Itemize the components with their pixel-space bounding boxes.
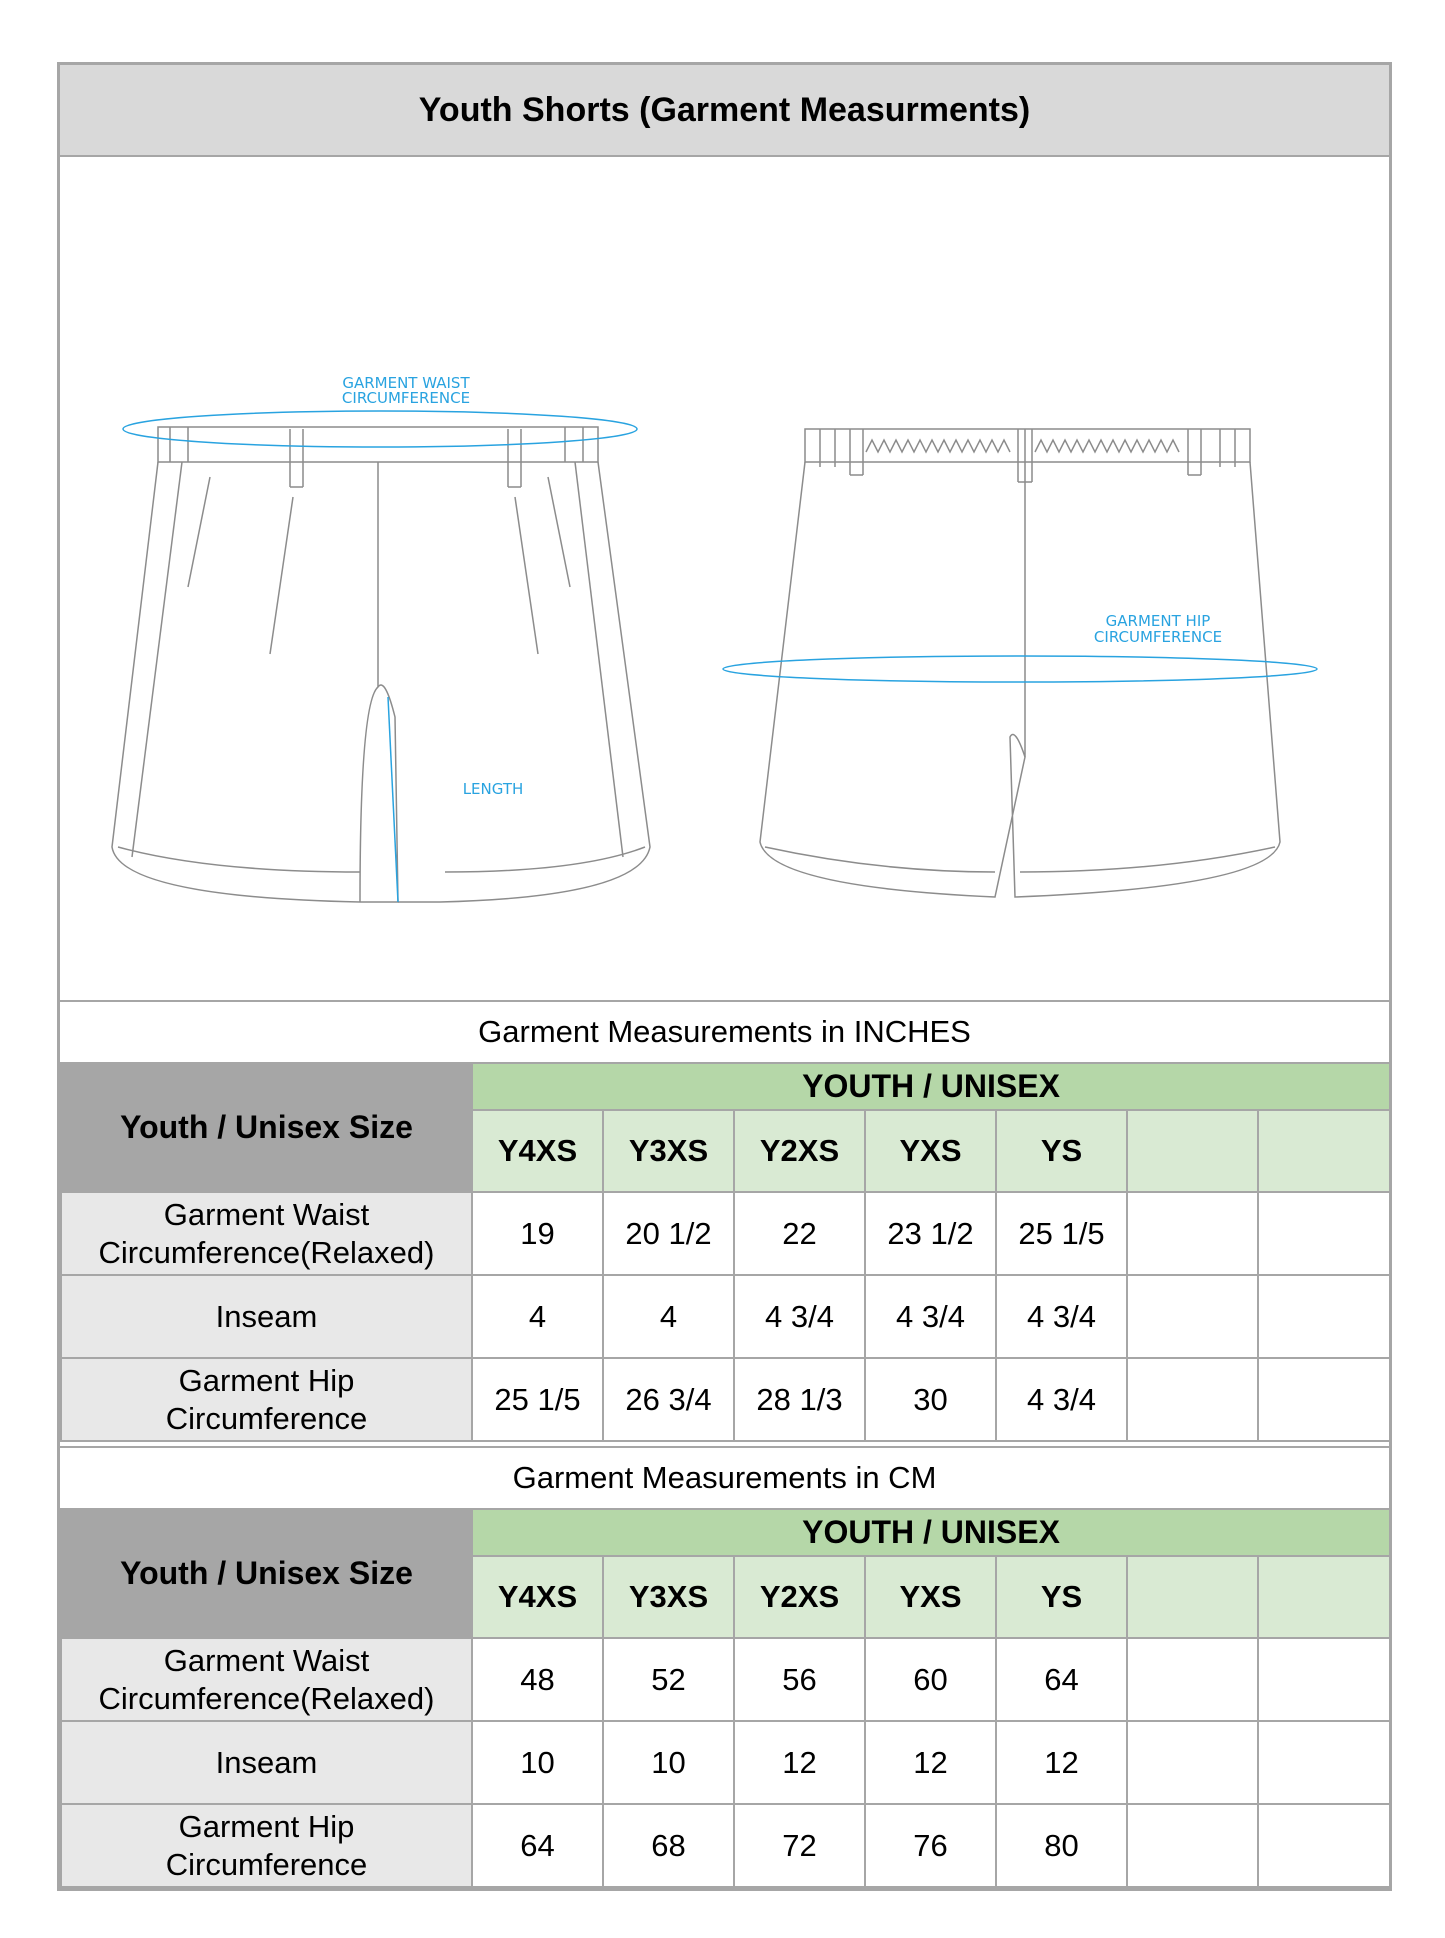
table-cell (1258, 1804, 1390, 1887)
table-cell: 19 (472, 1192, 603, 1275)
group-header: YOUTH / UNISEX (472, 1063, 1390, 1110)
table-row (61, 1721, 1390, 1804)
table-cell: 4 3/4 (865, 1275, 996, 1358)
row-label: Inseam (61, 1275, 472, 1358)
size-header: YS (996, 1110, 1127, 1192)
group-header: YOUTH / UNISEX (472, 1509, 1390, 1556)
table-cell: 60 (865, 1638, 996, 1721)
table-cell (1127, 1192, 1258, 1275)
table-cell: 4 (472, 1275, 603, 1358)
hip-guide-icon (723, 656, 1317, 682)
shorts-illustration (60, 157, 1389, 1000)
size-header: Y2XS (734, 1110, 865, 1192)
row-label: Garment Waist Circumference(Relaxed) (61, 1638, 472, 1721)
table-cell (1127, 1638, 1258, 1721)
table-cell (1258, 1638, 1390, 1721)
table-cell: 23 1/2 (865, 1192, 996, 1275)
table-cell: 22 (734, 1192, 865, 1275)
cm-table (60, 1508, 1391, 1888)
table-cell: 20 1/2 (603, 1192, 734, 1275)
table-cell: 12 (734, 1721, 865, 1804)
waist-label-line2: CIRCUMFERENCE (341, 389, 471, 407)
row-label: Inseam (61, 1721, 472, 1804)
row-label: Garment Hip Circumference (61, 1804, 472, 1887)
table-cell: 25 1/5 (472, 1358, 603, 1441)
table-cell: 4 3/4 (996, 1275, 1127, 1358)
hip-label-line1: GARMENT HIP (1105, 612, 1211, 630)
cm-heading: Garment Measurements in CM (60, 1446, 1389, 1508)
size-header: Y4XS (472, 1110, 603, 1192)
table-cell: 64 (472, 1804, 603, 1887)
size-header: Y3XS (603, 1110, 734, 1192)
size-column-header: Youth / Unisex Size (61, 1063, 472, 1192)
table-cell (1127, 1804, 1258, 1887)
table-cell (1258, 1721, 1390, 1804)
size-header: YXS (865, 1110, 996, 1192)
size-chart-sheet (57, 62, 1392, 1891)
waist-guide-icon (123, 411, 637, 447)
size-header: Y4XS (472, 1556, 603, 1638)
table-cell: 4 3/4 (734, 1275, 865, 1358)
hip-label-line2: CIRCUMFERENCE (1093, 628, 1223, 646)
table-cell (1258, 1192, 1390, 1275)
table-row (61, 1275, 1390, 1358)
table-cell: 4 (603, 1275, 734, 1358)
row-label: Garment Waist Circumference(Relaxed) (61, 1192, 472, 1275)
table-cell: 12 (865, 1721, 996, 1804)
row-label: Garment Hip Circumference (61, 1358, 472, 1441)
size-header (1127, 1110, 1258, 1192)
table-row (61, 1358, 1390, 1441)
size-header: YS (996, 1556, 1127, 1638)
shorts-drawing (60, 157, 1389, 1000)
waist-label-line1: GARMENT WAIST (342, 374, 470, 392)
table-cell: 56 (734, 1638, 865, 1721)
size-column-header: Youth / Unisex Size (61, 1509, 472, 1638)
back-shorts-icon (760, 429, 1280, 897)
size-header: Y2XS (734, 1556, 865, 1638)
size-header: Y3XS (603, 1556, 734, 1638)
table-cell: 64 (996, 1638, 1127, 1721)
table-cell: 4 3/4 (996, 1358, 1127, 1441)
table-cell (1127, 1358, 1258, 1441)
table-row (61, 1804, 1390, 1887)
table-cell: 68 (603, 1804, 734, 1887)
size-header: YXS (865, 1556, 996, 1638)
table-cell (1127, 1721, 1258, 1804)
table-cell: 28 1/3 (734, 1358, 865, 1441)
front-shorts-icon (112, 427, 650, 902)
table-cell: 25 1/5 (996, 1192, 1127, 1275)
page-title: Youth Shorts (Garment Measurments) (60, 65, 1389, 157)
inches-heading: Garment Measurements in INCHES (60, 1000, 1389, 1062)
table-cell: 76 (865, 1804, 996, 1887)
table-cell (1258, 1275, 1390, 1358)
size-header (1258, 1556, 1390, 1638)
size-header (1258, 1110, 1390, 1192)
table-row (61, 1638, 1390, 1721)
table-row (61, 1192, 1390, 1275)
table-cell: 10 (603, 1721, 734, 1804)
table-cell: 48 (472, 1638, 603, 1721)
length-label: LENGTH (462, 780, 524, 798)
inches-table (60, 1062, 1391, 1442)
size-header (1127, 1556, 1258, 1638)
table-cell: 52 (603, 1638, 734, 1721)
table-cell: 80 (996, 1804, 1127, 1887)
table-cell: 26 3/4 (603, 1358, 734, 1441)
table-cell: 10 (472, 1721, 603, 1804)
table-cell: 72 (734, 1804, 865, 1887)
table-cell (1258, 1358, 1390, 1441)
table-cell: 30 (865, 1358, 996, 1441)
table-cell: 12 (996, 1721, 1127, 1804)
table-cell (1127, 1275, 1258, 1358)
